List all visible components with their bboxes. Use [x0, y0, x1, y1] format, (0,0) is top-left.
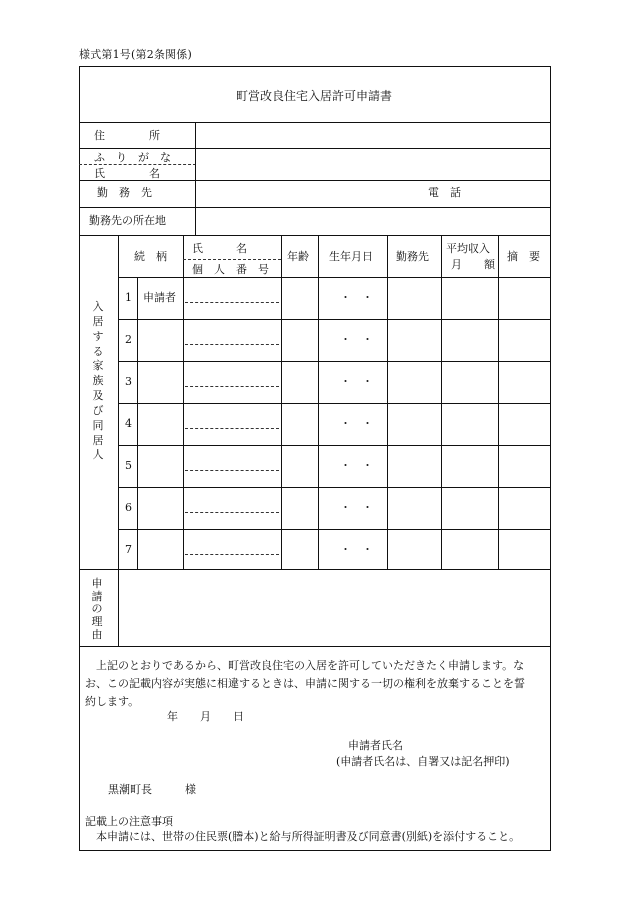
workplace-label: 勤 務 先: [97, 186, 152, 199]
row-number: 7: [125, 543, 132, 556]
row-name-field[interactable]: [184, 404, 280, 444]
address-label: 住 所: [94, 129, 160, 142]
declaration-line-3: 約します。: [85, 695, 140, 708]
row-age-field[interactable]: [282, 404, 317, 444]
row-workplace-field[interactable]: [388, 446, 440, 486]
declaration-line-1: 上記のとおりであるから、町営改良住宅の入居を許可していただきたく申請します。な: [85, 659, 525, 672]
phone-field[interactable]: [470, 181, 550, 206]
row-number: 4: [125, 417, 132, 430]
header-birthdate: 生年月日: [329, 250, 373, 263]
row-number: 2: [125, 333, 132, 346]
family-side-divider: [118, 235, 119, 569]
row-birthdate: ・ ・: [340, 501, 373, 514]
workplace-field[interactable]: [196, 181, 416, 206]
row-birthdate: ・ ・: [340, 375, 373, 388]
row-workplace-field[interactable]: [388, 488, 440, 528]
column-divider: [318, 235, 319, 569]
name-label: 氏 名: [94, 167, 160, 180]
header-name-divider: [183, 259, 281, 260]
furigana-divider: [79, 164, 196, 165]
row-number: 3: [125, 375, 132, 388]
header-id-number: 個 人 番 号: [192, 263, 269, 276]
divider: [79, 235, 551, 236]
applicant-name-note: (申請者氏名は、自署又は記名押印): [336, 755, 510, 768]
row-number: 1: [125, 291, 132, 304]
row-remarks-field[interactable]: [499, 446, 550, 486]
row-name-field[interactable]: [184, 320, 280, 360]
row-birthdate: ・ ・: [340, 291, 373, 304]
row-income-field[interactable]: [442, 446, 497, 486]
declaration-line-2: お、この記載内容が実態に相違するときは、申請に関する一切の権利を放棄することを誓: [85, 677, 525, 690]
address-field[interactable]: [196, 123, 550, 147]
phone-label: 電 話: [428, 186, 461, 199]
row-workplace-field[interactable]: [388, 404, 440, 444]
row-relation: 申請者: [143, 291, 176, 304]
row-income-field[interactable]: [442, 278, 497, 318]
row-age-field[interactable]: [282, 488, 317, 528]
row-remarks-field[interactable]: [499, 404, 550, 444]
family-side-label: 入 居 す る 家 族 及 び 同 居 人: [92, 300, 104, 462]
header-relation: 続 柄: [134, 250, 167, 263]
row-remarks-field[interactable]: [499, 278, 550, 318]
form-title: 町営改良住宅入居許可申請書: [236, 89, 393, 103]
row-birthdate: ・ ・: [340, 333, 373, 346]
header-remarks: 摘 要: [507, 250, 540, 263]
row-workplace-field[interactable]: [388, 530, 440, 570]
row-name-field[interactable]: [184, 362, 280, 402]
row-income-field[interactable]: [442, 362, 497, 402]
row-name-field[interactable]: [184, 530, 280, 570]
row-age-field[interactable]: [282, 320, 317, 360]
furigana-label: ふ り が な: [94, 151, 171, 164]
row-remarks-field[interactable]: [499, 320, 550, 360]
row-income-field[interactable]: [442, 404, 497, 444]
row-birthdate: ・ ・: [340, 543, 373, 556]
name-field[interactable]: [196, 149, 550, 179]
workplace-address-label: 勤務先の所在地: [89, 214, 166, 227]
divider: [79, 646, 551, 647]
row-workplace-field[interactable]: [388, 362, 440, 402]
header-age: 年齢: [287, 250, 309, 263]
row-age-field[interactable]: [282, 446, 317, 486]
reason-label: 申 請 の 理 由: [91, 577, 103, 641]
row-workplace-field[interactable]: [388, 278, 440, 318]
row-remarks-field[interactable]: [499, 530, 550, 570]
row-income-field[interactable]: [442, 530, 497, 570]
application-date: 年 月 日: [167, 710, 244, 723]
applicant-name-label: 申請者氏名: [348, 739, 403, 752]
header-name: 氏 名: [192, 242, 247, 255]
row-number: 5: [125, 459, 132, 472]
row-age-field[interactable]: [282, 362, 317, 402]
row-income-field[interactable]: [442, 320, 497, 360]
row-workplace-field[interactable]: [388, 320, 440, 360]
notes-text: 本申請には、世帯の住民票(謄本)と給与所得証明書及び同意書(別紙)を添付すること。: [85, 830, 521, 843]
row-age-field[interactable]: [282, 530, 317, 570]
row-name-field[interactable]: [184, 488, 280, 528]
row-name-field[interactable]: [184, 446, 280, 486]
workplace-address-field[interactable]: [196, 208, 550, 234]
row-remarks-field[interactable]: [499, 488, 550, 528]
row-income-field[interactable]: [442, 488, 497, 528]
header-workplace: 勤務先: [396, 250, 429, 263]
header-income: 平均収入: [446, 242, 490, 255]
notes-heading: 記載上の注意事項: [85, 815, 173, 828]
row-birthdate: ・ ・: [340, 459, 373, 472]
row-number: 6: [125, 501, 132, 514]
form-number-caption: 様式第1号(第2条関係): [79, 48, 192, 61]
row-age-field[interactable]: [282, 278, 317, 318]
row-birthdate: ・ ・: [340, 417, 373, 430]
addressee: 黒潮町長 様: [108, 783, 196, 796]
row-name-field[interactable]: [184, 278, 280, 318]
header-income-monthly: 月 額: [451, 258, 495, 271]
column-divider: [137, 277, 138, 569]
reason-field[interactable]: [119, 570, 550, 645]
row-remarks-field[interactable]: [499, 362, 550, 402]
